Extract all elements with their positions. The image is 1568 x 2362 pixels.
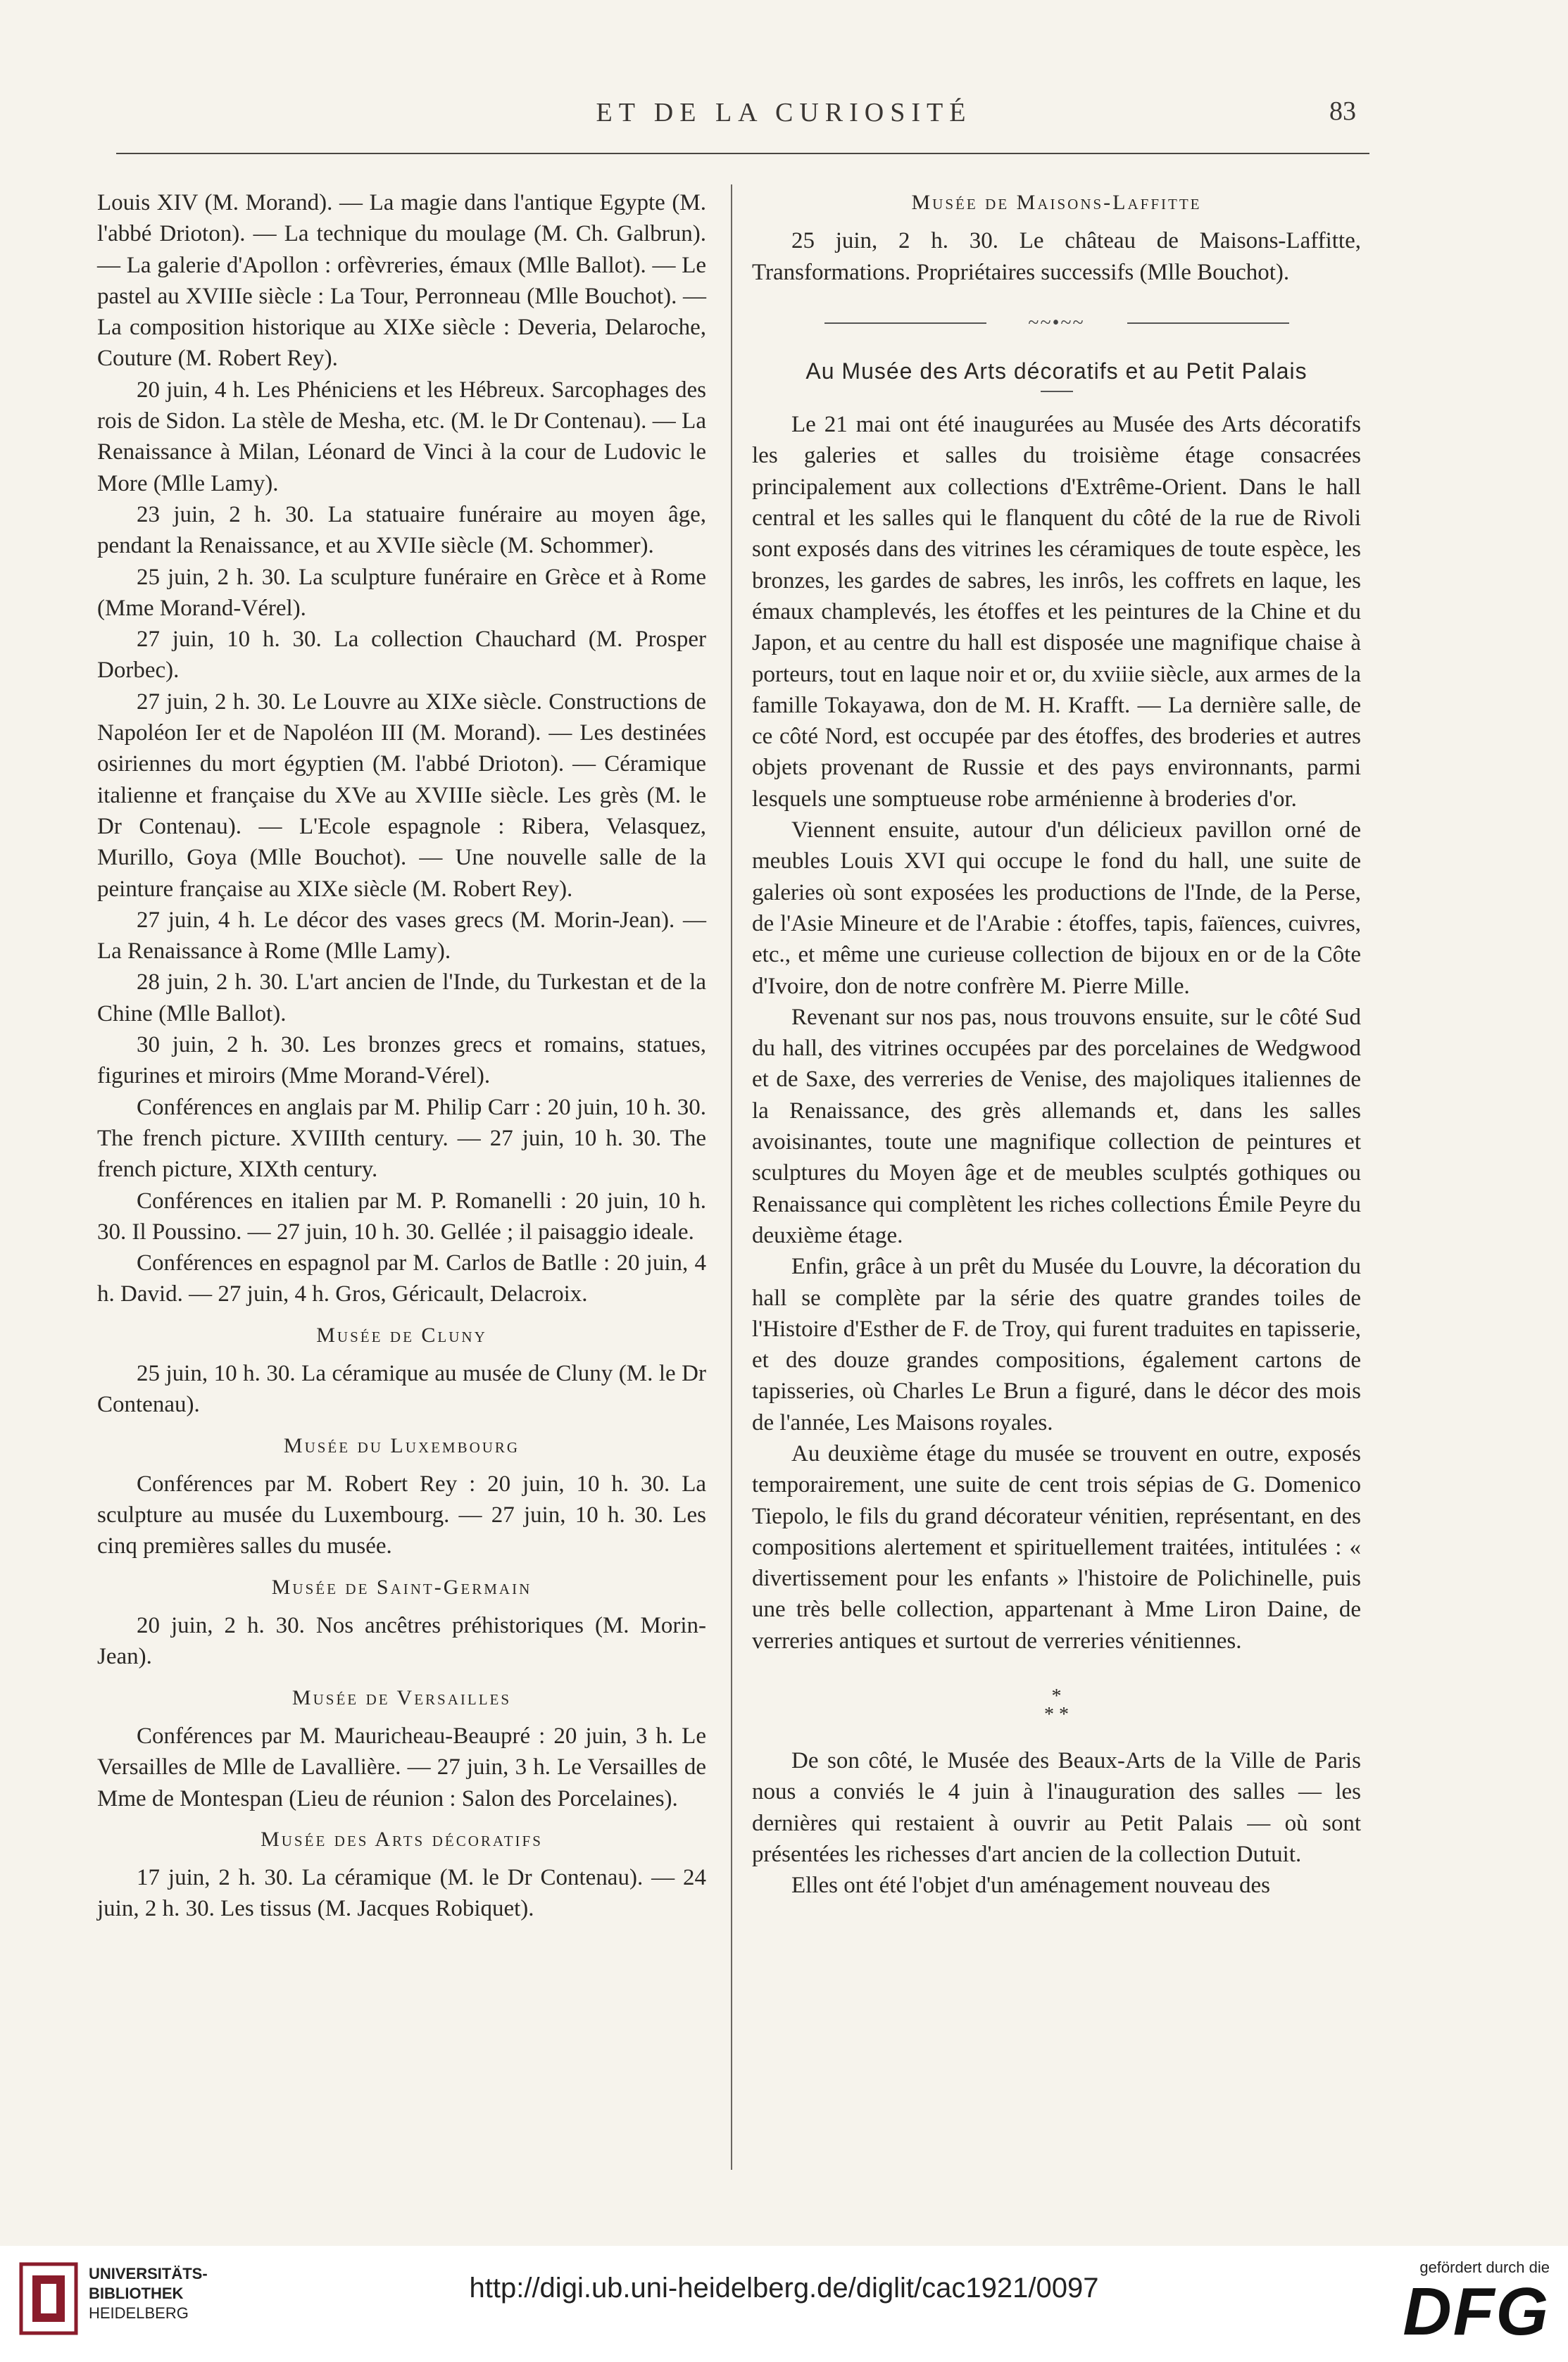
paragraph: Au deuxième étage du musée se trouvent en outre, exposés temporairement, une suite de cent trois sépias de G. Domenico Tiepolo, le fils du grand décorateur vénitien, représentant, en des compositions alertement et spirituellement traitées, intitulées : « divertissement pour les enfants » l'histoire de Polichinelle, puis une très belle collection, appartenant à Mme Liron Daine, de verreries antiques et surtout de verreries vénitiennes. <box>752 1440 1361 1654</box>
paragraph: 27 juin, 2 h. 30. Le Louvre au XIXe siècle. Constructions de Napoléon Ier et de Napoléon III (M. Morand). — Les destinées osiriennes du mort égyptien (M. l'abbé Drioton). — Céramique italienne et française du XVe au XVIIIe siècle. Les grès (M. le Dr Contenau). — L'Ecole espagnole : Ribera, Velasquez, Murillo, Goya (Mlle Bouchot). — Une nouvelle salle de la peinture française au XIXe siècle (M. Robert Rey). <box>97 689 706 902</box>
right-column <box>752 187 1361 1902</box>
dfg-logo: DFG <box>1403 2274 1550 2349</box>
permalink-url[interactable]: http://digi.ub.uni-heidelberg.de/diglit/cac1921/0097 <box>469 2273 1099 2304</box>
library-name: UNIVERSITÄTS- BIBLIOTHEK HEIDELBERG <box>89 2265 208 2322</box>
paragraph: Elles ont été l'objet d'un aménagement nouveau des <box>791 1873 1270 1899</box>
asterism-top: * <box>1051 1685 1062 1708</box>
paragraph: Enfin, grâce à un prêt du Musée du Louvre, la décoration du hall se complète par la série des quatre grandes toiles de l'Histoire d'Esther de F. de Troy, qui furent traduites en tapisserie, et des douze grandes compositions, également cartons de tapisseries, où Charles Le Brun a figuré, dans le décor des mois de l'année, Les Maisons royales. <box>752 1254 1361 1436</box>
fleuron-ornament: ~~•~~ <box>986 308 1127 339</box>
paragraph: 28 juin, 2 h. 30. L'art ancien de l'Inde, du Turkestan et de la Chine (Mlle Ballot). <box>97 969 706 1026</box>
section-heading-arts-decoratifs: Musée des Arts décoratifs <box>261 1827 543 1851</box>
paragraph: 27 juin, 4 h. Le décor des vases grecs (M. Morin-Jean). — La Renaissance à Rome (Mlle Lamy). <box>97 907 706 965</box>
article-title: Au Musée des Arts décoratifs et au Petit Palais <box>805 358 1307 384</box>
funder-credit <box>1367 2259 1550 2347</box>
page-number: 83 <box>1329 96 1356 126</box>
paragraph: Conférences par M. Mauricheau-Beaupré : 20 juin, 3 h. Le Versailles de Mlle de Lavallière. — 27 juin, 3 h. Le Versailles de Mme de Montespan (Lieu de réunion : Salon des Porcelaines). <box>97 1723 706 1811</box>
paragraph: 25 juin, 2 h. 30. La sculpture funéraire en Grèce et à Rome (Mme Morand-Vérel). <box>97 564 706 621</box>
header-rule <box>116 153 1369 154</box>
paragraph: 30 juin, 2 h. 30. Les bronzes grecs et romains, statues, figurines et miroirs (Mme Morand-Vérel). <box>97 1032 706 1089</box>
column-rule <box>731 184 732 2170</box>
paragraph: 20 juin, 2 h. 30. Nos ancêtres préhistoriques (M. Morin-Jean). <box>97 1613 706 1670</box>
paragraph: 25 juin, 2 h. 30. Le château de Maisons-Laffitte, Transformations. Propriétaires successifs (Mlle Bouchot). <box>752 228 1361 285</box>
paragraph: Revenant sur nos pas, nous trouvons ensuite, sur le côté Sud du hall, des vitrines occupées par des porcelaines de Wedgwood et de Saxe, des verreries de Venise, des majoliques italiennes de la Renaissance, des grès allemands et, dans les salles avoisinantes, toute une magnifique collection de peintures et sculptures du Moyen âge et de meubles sculptés gothiques ou Renaissance qui complètent les riches collections Émile Peyre du deuxième étage. <box>752 1004 1361 1248</box>
paragraph: 23 juin, 2 h. 30. La statuaire funéraire au moyen âge, pendant la Renaissance, et au XVIIe siècle (M. Schommer). <box>97 501 706 559</box>
paragraph: 27 juin, 10 h. 30. La collection Chauchard (M. Prosper Dorbec). <box>97 627 706 684</box>
funder-label: gefördert durch die <box>1419 2259 1550 2276</box>
paragraph: Viennent ensuite, autour d'un délicieux pavillon orné de meubles Louis XVI qui occupe le fond du hall, une suite de galeries où sont exposées les productions de l'Inde, de la Perse, de l'Asie Mineure et de l'Arabie : étoffes, tapis, faïences, cuivres, etc., et même une curieuse collection de bijoux en or de la Côte d'Ivoire, don de notre confrère M. Pierre Mille. <box>752 817 1361 999</box>
paragraph: Conférences en italien par M. P. Romanelli : 20 juin, 10 h. 30. Il Poussino. — 27 juin, 10 h. 30. Gellée ; il paisaggio ideale. <box>97 1188 706 1245</box>
paragraph: 17 juin, 2 h. 30. La céramique (M. le Dr Contenau). — 24 juin, 2 h. 30. Les tissus (M. Jacques Robiquet). <box>97 1865 706 1922</box>
paragraph: Le 21 mai ont été inaugurées au Musée des Arts décoratifs les galeries et salles du troisième étage consacrées principalement aux collections d'Extrême-Orient. Dans le hall central et les salles qui le flanquent du côté de la rue de Rivoli sont exposés dans des vitrines les céramiques de toute espèce, les bronzes, les gardes de sabres, les inrôs, les coffrets en laque, les émaux champlevés, les étoffes et les peintures de la Chine et du Japon, et au centre du hall est disposée une magnifique chaise à porteurs, tout en laque noir et or, du xviiie siècle, aux armes de la famille Tokayawa, don de M. H. Krafft. — La dernière salle, de ce côté Nord, est occupée par des étoffes, des broderies et autres objets provenant de Russie et des pays environnants, parmi lesquels une somptueuse robe arménienne à broderies d'or. <box>752 412 1361 812</box>
asterism <box>752 1685 1361 1726</box>
paragraph: De son côté, le Musée des Beaux-Arts de la Ville de Paris nous a conviés le 4 juin à l'inauguration des salles — les dernières qui restaient à ouvrir au Petit Palais — où sont présentées les richesses d'art ancien de la collection Dutuit. <box>752 1748 1361 1867</box>
viewer-footer <box>0 2246 1568 2362</box>
section-heading-saint-germain: Musée de Saint-Germain <box>271 1575 532 1599</box>
section-heading-maisons-laffitte: Musée de Maisons-Laffitte <box>911 191 1202 214</box>
paragraph: 20 juin, 4 h. Les Phéniciens et les Hébreux. Sarcophages des rois de Sidon. La stèle de Mesha, etc. (M. le Dr Contenau). — La Renaissance à Milan, Léonard de Vinci à la cour de Ludovic le More (Mlle Lamy). <box>97 377 706 496</box>
fleuron-divider <box>824 311 1289 334</box>
section-heading-luxembourg: Musée du Luxembourg <box>283 1433 520 1457</box>
section-heading-cluny: Musée de Cluny <box>316 1323 487 1347</box>
asterism-bottom: * * <box>1044 1704 1069 1726</box>
paragraph: 25 juin, 10 h. 30. La céramique au musée de Cluny (M. le Dr Contenau). <box>97 1360 706 1418</box>
title-dash <box>1041 391 1073 392</box>
paragraph: Conférences en espagnol par M. Carlos de Batlle : 20 juin, 4 h. David. — 27 juin, 4 h. Gros, Géricault, Delacroix. <box>97 1250 706 1307</box>
paragraph: Conférences en anglais par M. Philip Carr : 20 juin, 10 h. 30. The french picture. XVIIIth century. — 27 juin, 10 h. 30. The french picture, XIXth century. <box>97 1094 706 1183</box>
section-heading-versailles: Musée de Versailles <box>291 1685 512 1709</box>
left-column <box>97 187 706 1925</box>
running-title: ET DE LA CURIOSITÉ <box>596 98 972 127</box>
paragraph: Conférences par M. Robert Rey : 20 juin, 10 h. 30. La sculpture au musée du Luxembourg. — 27 juin, 10 h. 30. Les cinq premières salles du musée. <box>97 1471 706 1559</box>
paragraph: Louis XIV (M. Morand). — La magie dans l'antique Egypte (M. l'abbé Drioton). — La technique du moulage (M. Ch. Galbrun). — La galerie d'Apollon : orfèvreries, émaux (Mlle Ballot). — Le pastel au XVIIIe siècle : La Tour, Perronneau (Mlle Bouchot). — La composition historique au XIXe siècle : Deveria, Delaroche, Couture (M. Robert Rey). <box>97 190 706 372</box>
